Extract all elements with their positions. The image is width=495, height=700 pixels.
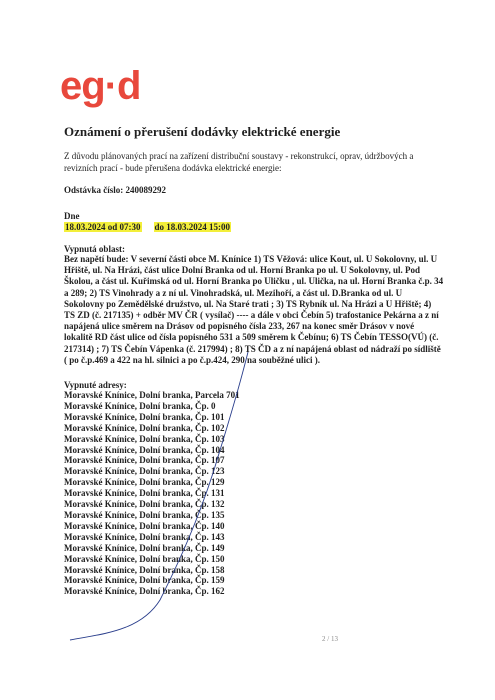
address-item: Moravské Knínice, Dolní branka, Čp. 140: [64, 520, 225, 531]
address-item: Moravské Knínice, Dolní branka, Čp. 0: [64, 400, 216, 411]
address-item: Moravské Knínice, Dolní branka, Čp. 149: [64, 542, 225, 553]
address-item: Moravské Knínice, Dolní branka, Čp. 158: [64, 564, 225, 575]
outage-number: 240089292: [125, 185, 167, 195]
address-item: Moravské Knínice, Dolní branka, Čp. 162: [64, 586, 225, 597]
date-label: Dne: [64, 211, 80, 221]
outage-label: Odstávka číslo:: [64, 185, 124, 195]
address-item: Moravské Knínice, Dolní branka, Čp. 159: [64, 575, 225, 586]
outage-reference: [64, 184, 444, 196]
date-to: do 18.03.2024 15:00: [154, 222, 231, 232]
address-item: Moravské Knínice, Dolní branka, Čp. 129: [64, 477, 225, 488]
address-item: Moravské Knínice, Dolní branka, Čp. 102: [64, 422, 225, 433]
address-item: Moravské Knínice, Dolní branka, Čp. 143: [64, 531, 225, 542]
area-description: Bez napětí bude: V severní části obce M. Knínice 1) TS Věžová: ulice Kout, ul. U Sokolovny, ul. U Hřiště, ul. Na Hrázi, část ulice Dolní Branka od ul. Horní Branka po ul. U Sokolovny, ul. Pod Školou, a část ul. Kuřimská od ul. Horní Branka po Uličku , ul. Ulička, na ul. Horní Branka č.p. 34 a 289; 2) TS Vinohrady a z ní ul. Vinohradská, ul. Mezihoří, a část ul. D.Branka od ul. U Sokolovny po Zemědělské družstvo, ul. Na Staré trati ; 3) TS Rybník ul. Na Hrázi a U Hřiště; 4) TS ZD (č. 217135) + odběr MV ČR ( vysílač) ---- a dále v obci Čebín 5) trafostanice Pekárna a z ní napájená ulice směrem na Drásov od popisného čísla 233, 267 na konec směr Drásov v nové lokalitě RD část ulice od čísla popisného 531 a 509 směrem k Čebínu; 6) TS Čebín TESSO(VÚ) (č. 217314) ; 7) TS Čebín Vápenka (č. 217994) ; 8) TS ČD a z ní napájená oblast od nádraží po sídliště ( po č.p.469 a 422 na hl. silnici a po č.p.424, 290 na souběžné ulici ).: [64, 254, 444, 365]
addresses-heading: Vypnuté adresy:: [64, 380, 127, 391]
date-from: 18.03.2024 od 07:30: [65, 222, 141, 232]
address-item: Moravské Knínice, Dolní branka, Čp. 101: [64, 411, 225, 422]
address-item: Moravské Knínice, Dolní branka, Čp. 103: [64, 433, 225, 444]
date-range: [64, 222, 444, 233]
page-number: 2 / 13: [322, 635, 338, 643]
page-title: Oznámení o přerušení dodávky elektrické energie: [64, 124, 341, 139]
address-item: Moravské Knínice, Dolní branka, Parcela 701: [64, 390, 240, 401]
document-body: [64, 124, 444, 597]
address-list: [64, 390, 444, 597]
intro-paragraph: Z důvodu plánovaných prací na zařízení distribuční soustavy - rekonstrukcí, oprav, údržbových a revizních prací - bude přerušena dodávka elektrické energie:: [64, 151, 414, 173]
address-item: Moravské Knínice, Dolní branka, Čp. 107: [64, 455, 225, 466]
address-item: Moravské Knínice, Dolní branka, Čp. 135: [64, 510, 225, 520]
address-item: Moravské Knínice, Dolní branka, Čp. 150: [64, 553, 225, 564]
address-item: Moravské Knínice, Dolní branka, Čp. 104: [64, 444, 225, 455]
area-heading: Vypnutá oblast:: [64, 244, 125, 254]
address-item: Moravské Knínice, Dolní branka, Čp. 131: [64, 488, 225, 499]
egd-logo: eg·d: [60, 64, 141, 108]
address-item: Moravské Knínice, Dolní branka, Čp. 132: [64, 499, 225, 510]
address-item: Moravské Knínice, Dolní branka, Čp. 123: [64, 466, 225, 477]
